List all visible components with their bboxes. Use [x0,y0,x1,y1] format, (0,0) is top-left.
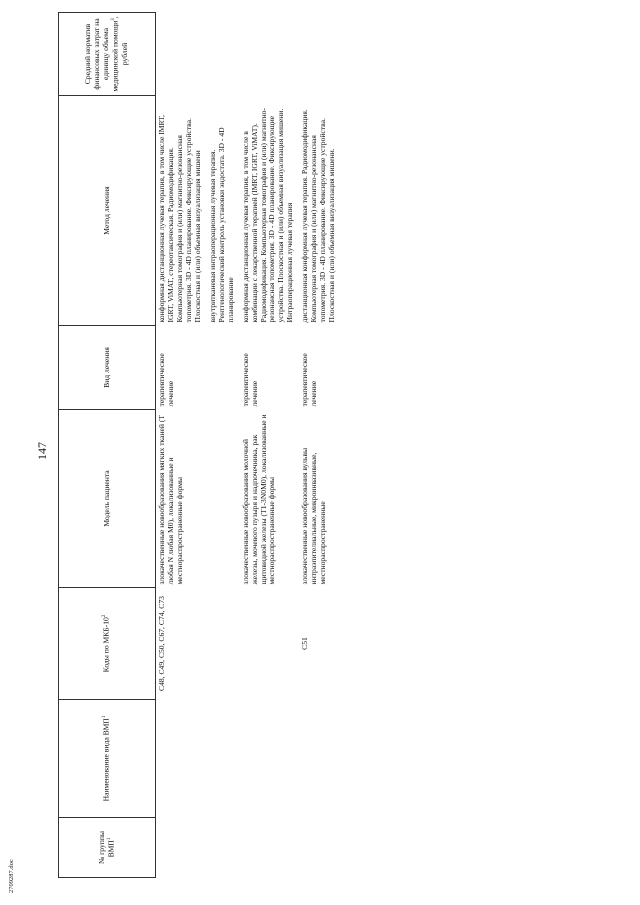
cell-codes: C48, C49, C50, C67, C74, C73 [157,596,166,691]
cell-type: терапевтическое лечение [300,353,319,407]
header-name: Наименование вида ВМП$^1$ [59,700,156,818]
cell-model: злокачественные новообразования вульвы интраэпителиальные, микроинвазивные, местнораспространенные [300,447,328,585]
document-id: 2709287.doc [8,859,15,893]
header-model: Модель пациента [59,410,156,588]
header-codes: Коды по МКБ-$10^2$ [59,588,156,700]
cell-codes [240,588,300,700]
cell-codes: C51 [300,637,310,650]
cell-method: конформная дистанционная лучевая терапия, в том числе в комбинации с лекарственной терапией (IMRT, IGRT, ViMAT). Радиомодификация. Компьютерная томография и (или) магнитно-резонансная топометрия. 3D - 4D планирование. Фиксирующие устройства. Плоскостная и (или) объемная визуализация мишени. Интраоперационная лучевая терапия [240,108,295,323]
vmp-table [58,12,341,878]
header-group: № группы ВМП$^1$ [59,818,156,878]
cell-type: терапевтическое лечение [157,353,175,407]
rotated-table-container [58,13,602,878]
method-text-2: внутритканевая интраоперационная лучевая терапия. Рентгенологический контроль установки эндостата. 3D - 4D планирование [207,127,235,323]
header-cost: Средний норматив финансовых затрат на единицу объема медицинской помощи$^3$, рублей [59,13,156,96]
page-number: 147 [35,442,49,460]
table-row [156,13,240,878]
cell-type: терапевтическое лечение [240,353,259,407]
table-row [240,13,300,878]
cell-model: злокачественные новообразования молочной железы, мочевого пузыря и надпочечника, рак щитовидной железы (T1-3N0M0), локализованные и местнораспространенные формы [240,414,277,585]
cell-method [156,96,240,326]
cell-model: злокачественные новообразования мягких тканей (T любая N любая M0), локализованные и местнораспространенные формы [157,415,184,585]
header-type: Вид лечения [59,326,156,410]
table-header-row [59,13,156,878]
header-method: Метод лечения [59,96,156,326]
cell-method: дистанционная конформная лучевая терапия. Радиомодификация. Компьютерная томография и (или) магнитно-резонансная топометрия. 3D - 4D планирование. Фиксирующие устройства. Плоскостная и (или) объемная визуализация мишени. [300,109,337,323]
table-row [299,13,341,878]
method-text: конформная дистанционная лучевая терапия, в том числе IMRT, IGRT, ViMAT, стереотаксическая. Радиомодификация. Компьютерная томография и (или) магнитно-резонансная топометрия. 3D - 4D планирование. Фиксирующие устройства. Плоскостная и (или) объемная визуализация мишени [157,114,202,323]
